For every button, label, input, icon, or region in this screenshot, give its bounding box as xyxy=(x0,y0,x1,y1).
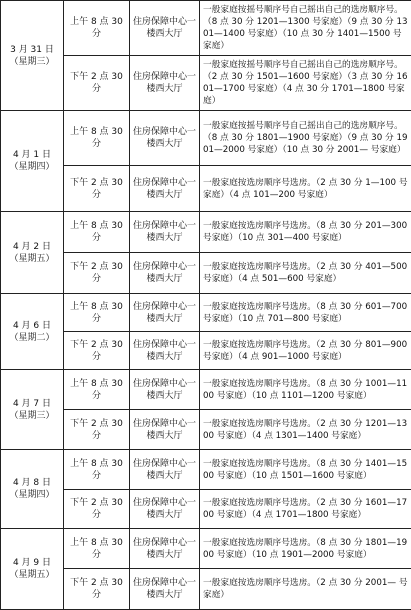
date-label: 3 月 31 日 xyxy=(1,44,63,56)
content-cell: 一般家庭按选房顺序号选房。（8 点 30 分 201—300 号家庭）（10 点 301—400 号家庭） xyxy=(200,212,411,253)
time-cell: 下午 2 点 30 分 xyxy=(64,56,130,111)
weekday-label: （星期四） xyxy=(1,489,63,501)
date-cell xyxy=(1,1,64,111)
date-cell xyxy=(1,111,64,212)
date-label: 4 月 9 日 xyxy=(1,557,63,569)
place-cell: 住房保障中心一楼西大厅 xyxy=(130,370,200,410)
table-row xyxy=(1,450,411,490)
time-cell: 下午 2 点 30 分 xyxy=(64,166,130,212)
time-cell: 下午 2 点 30 分 xyxy=(64,410,130,450)
date-cell xyxy=(1,370,64,450)
content-cell: 一般家庭按选房顺序号选房。（2 点 30 分 1—100 号家庭）（4 点 101—200 号家庭） xyxy=(200,166,411,212)
time-cell: 上午 8 点 30 分 xyxy=(64,111,130,166)
date-label: 4 月 7 日 xyxy=(1,398,63,410)
place-cell: 住房保障中心一楼西大厅 xyxy=(130,111,200,166)
content-cell: 一般家庭按选房顺序号选房。（8 点 30 分 1401—1500 号家庭）（10 点 1501—1600 号家庭） xyxy=(200,450,411,490)
date-cell xyxy=(1,212,64,294)
table-row xyxy=(1,294,411,332)
content-cell: 一般家庭按选房顺序号选房。（2 点 30 分 1601—1700 号家庭）（4 点 1701—1800 号家庭） xyxy=(200,490,411,529)
content-cell: 一般家庭按选房顺序号选房。（2 点 30 分 2001— 号家庭） xyxy=(200,569,411,610)
place-cell: 住房保障中心一楼西大厅 xyxy=(130,569,200,610)
time-cell: 上午 8 点 30 分 xyxy=(64,212,130,253)
table-row xyxy=(1,1,411,56)
content-cell: 一般家庭按选房顺序号选房。（8 点 30 分 1001—1100 号家庭）（10 点 1101—1200 号家庭） xyxy=(200,370,411,410)
time-cell: 下午 2 点 30 分 xyxy=(64,332,130,370)
place-cell: 住房保障中心一楼西大厅 xyxy=(130,212,200,253)
place-cell: 住房保障中心一楼西大厅 xyxy=(130,294,200,332)
place-cell: 住房保障中心一楼西大厅 xyxy=(130,490,200,529)
place-cell: 住房保障中心一楼西大厅 xyxy=(130,332,200,370)
content-cell: 一般家庭按选房顺序号选房。（2 点 30 分 1201—1300 号家庭）（4 点 1301—1400 号家庭） xyxy=(200,410,411,450)
date-cell xyxy=(1,294,64,370)
place-cell: 住房保障中心一楼西大厅 xyxy=(130,450,200,490)
date-label: 4 月 1 日 xyxy=(1,149,63,161)
time-cell: 下午 2 点 30 分 xyxy=(64,569,130,610)
content-cell: 一般家庭按选房顺序号选房。（8 点 30 分 1801—1900 号家庭）（10 点 1901—2000 号家庭） xyxy=(200,529,411,569)
time-cell: 上午 8 点 30 分 xyxy=(64,294,130,332)
content-cell: 一般家庭按选房顺序号选房。（2 点 30 分 401—500 号家庭）（4 点 501—600 号家庭） xyxy=(200,253,411,294)
content-cell: 一般家庭按摇号顺序号自己摇出自己的选房顺序号。（8 点 30 分 1801—1900 号家庭）（9 点 30 分 1901—2000 号家庭）（10 点 30 分 2001— 号家庭） xyxy=(200,111,411,166)
content-cell: 一般家庭按选房顺序号选房。（2 点 30 分 801—900 号家庭）（4 点 901—1000 号家庭） xyxy=(200,332,411,370)
weekday-label: （星期五） xyxy=(1,569,63,581)
place-cell: 住房保障中心一楼西大厅 xyxy=(130,1,200,56)
table-row xyxy=(1,212,411,253)
content-cell: 一般家庭按摇号顺序号自己摇出自己的选房顺序号。（8 点 30 分 1201—1300 号家庭）（9 点 30 分 1301—1400 号家庭）（10 点 30 分 1401—1500 号家庭） xyxy=(200,1,411,56)
date-label: 4 月 6 日 xyxy=(1,320,63,332)
table-row xyxy=(1,529,411,569)
time-cell: 下午 2 点 30 分 xyxy=(64,490,130,529)
date-cell xyxy=(1,529,64,610)
time-cell: 上午 8 点 30 分 xyxy=(64,529,130,569)
weekday-label: （星期三） xyxy=(1,56,63,68)
time-cell: 上午 8 点 30 分 xyxy=(64,370,130,410)
time-cell: 下午 2 点 30 分 xyxy=(64,253,130,294)
place-cell: 住房保障中心一楼西大厅 xyxy=(130,56,200,111)
place-cell: 住房保障中心一楼西大厅 xyxy=(130,529,200,569)
date-cell xyxy=(1,450,64,529)
time-cell: 上午 8 点 30 分 xyxy=(64,1,130,56)
weekday-label: （星期四） xyxy=(1,161,63,173)
time-cell: 上午 8 点 30 分 xyxy=(64,450,130,490)
weekday-label: （星期二） xyxy=(1,332,63,344)
weekday-label: （星期三） xyxy=(1,410,63,422)
place-cell: 住房保障中心一楼西大厅 xyxy=(130,410,200,450)
content-cell: 一般家庭按摇号顺序号自己摇出自己的选房顺序号。（2 点 30 分 1501—1600 号家庭）（3 点 30 分 1601—1700 号家庭）（4 点 30 分 1701—1800 号家庭） xyxy=(200,56,411,111)
place-cell: 住房保障中心一楼西大厅 xyxy=(130,253,200,294)
date-label: 4 月 2 日 xyxy=(1,241,63,253)
content-cell: 一般家庭按选房顺序号选房。（8 点 30 分 601—700 号家庭）（10 点 701—800 号家庭） xyxy=(200,294,411,332)
table-row xyxy=(1,370,411,410)
table-row xyxy=(1,111,411,166)
weekday-label: （星期五） xyxy=(1,253,63,265)
place-cell: 住房保障中心一楼西大厅 xyxy=(130,166,200,212)
date-label: 4 月 8 日 xyxy=(1,477,63,489)
